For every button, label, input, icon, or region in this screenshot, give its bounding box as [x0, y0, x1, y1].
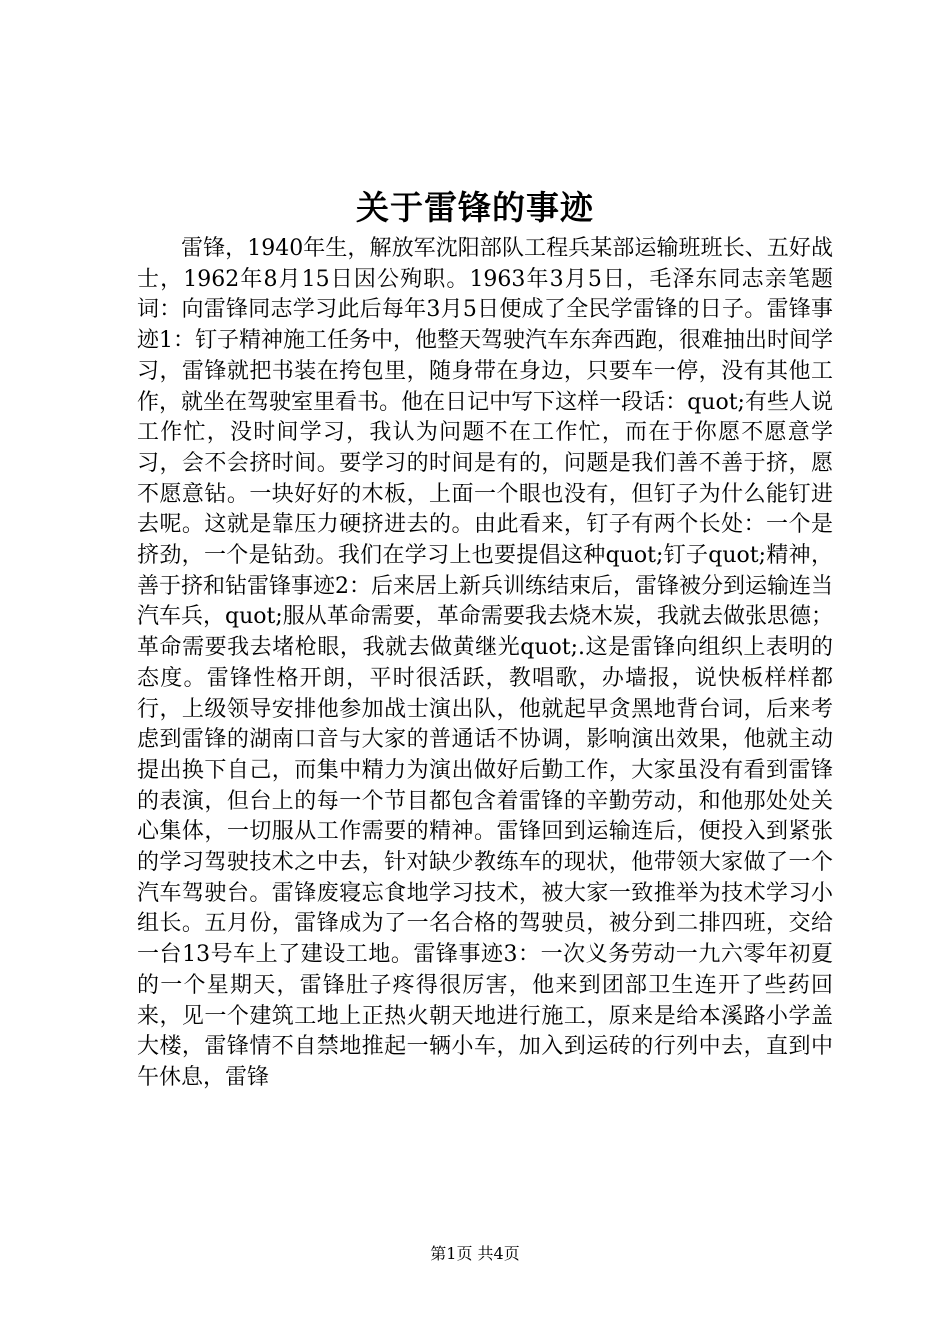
document-title: 关于雷锋的事迹 — [356, 188, 594, 227]
document-body-paragraph: 雷锋，1940年生，解放军沈阳部队工程兵某部运输班班长、五好战士，1962年8月15日因公殉职。1963年3月5日，毛泽东同志亲笔题词：向雷锋同志学习此后每年3月5日便成了全民学雷锋的日子。雷锋事迹1：钉子精神施工任务中，他整天驾驶汽车东奔西跑，很难抽出时间学习，雷锋就把书装在挎包里，随身带在身边，只要车一停，没有其他工作，就坐在驾驶室里看书。他在日记中写下这样一段话：quot;有些人说工作忙，没时间学习，我认为问题不在工作忙，而在于你愿不愿意学习，会不会挤时间。要学习的时间是有的，问题是我们善不善于挤，愿不愿意钻。一块好好的木板，上面一个眼也没有，但钉子为什么能钉进去呢。这就是靠压力硬挤进去的。由此看来，钉子有两个长处：一个是挤劲，一个是钻劲。我们在学习上也要提倡这种quot;钉子quot;精神，善于挤和钻雷锋事迹2：后来居上新兵训练结束后，雷锋被分到运输连当汽车兵，quot;服从革命需要，革命需要我去烧木炭，我就去做张思德；革命需要我去堵枪眼，我就去做黄继光quot;.这是雷锋向组织上表明的态度。雷锋性格开朗，平时很活跃，教唱歌，办墙报，说快板样样都行，上级领导安排他参加战士演出队，他就起早贪黑地背台词，后来考虑到雷锋的湖南口音与大家的普通话不协调，影响演出效果，他就主动提出换下自己，而集中精力为演出做好后勤工作，大家虽没有看到雷锋的表演，但台上的每一个节目都包含着雷锋的辛勤劳动，和他那处处关心集体，一切服从工作需要的精神。雷锋回到运输连后，便投入到紧张的学习驾驶技术之中去，针对缺少教练车的现状，他带领大家做了一个汽车驾驶台。雷锋废寝忘食地学习技术，被大家一致推举为技术学习小组长。五月份，雷锋成为了一名合格的驾驶员，被分到二排四班，交给一台13号车上了建设工地。雷锋事迹3：一次义务劳动一九六零年初夏的一个星期天，雷锋肚子疼得很厉害，他来到团部卫生连开了些药回来，见一个建筑工地上正热火朝天地进行施工，原来是给本溪路小学盖大楼，雷锋情不自禁地推起一辆小车，加入到运砖的行列中去，直到中午休息，雷锋 — [137, 236, 833, 1090]
page-footer: 第1页 共4页 — [430, 1244, 520, 1263]
